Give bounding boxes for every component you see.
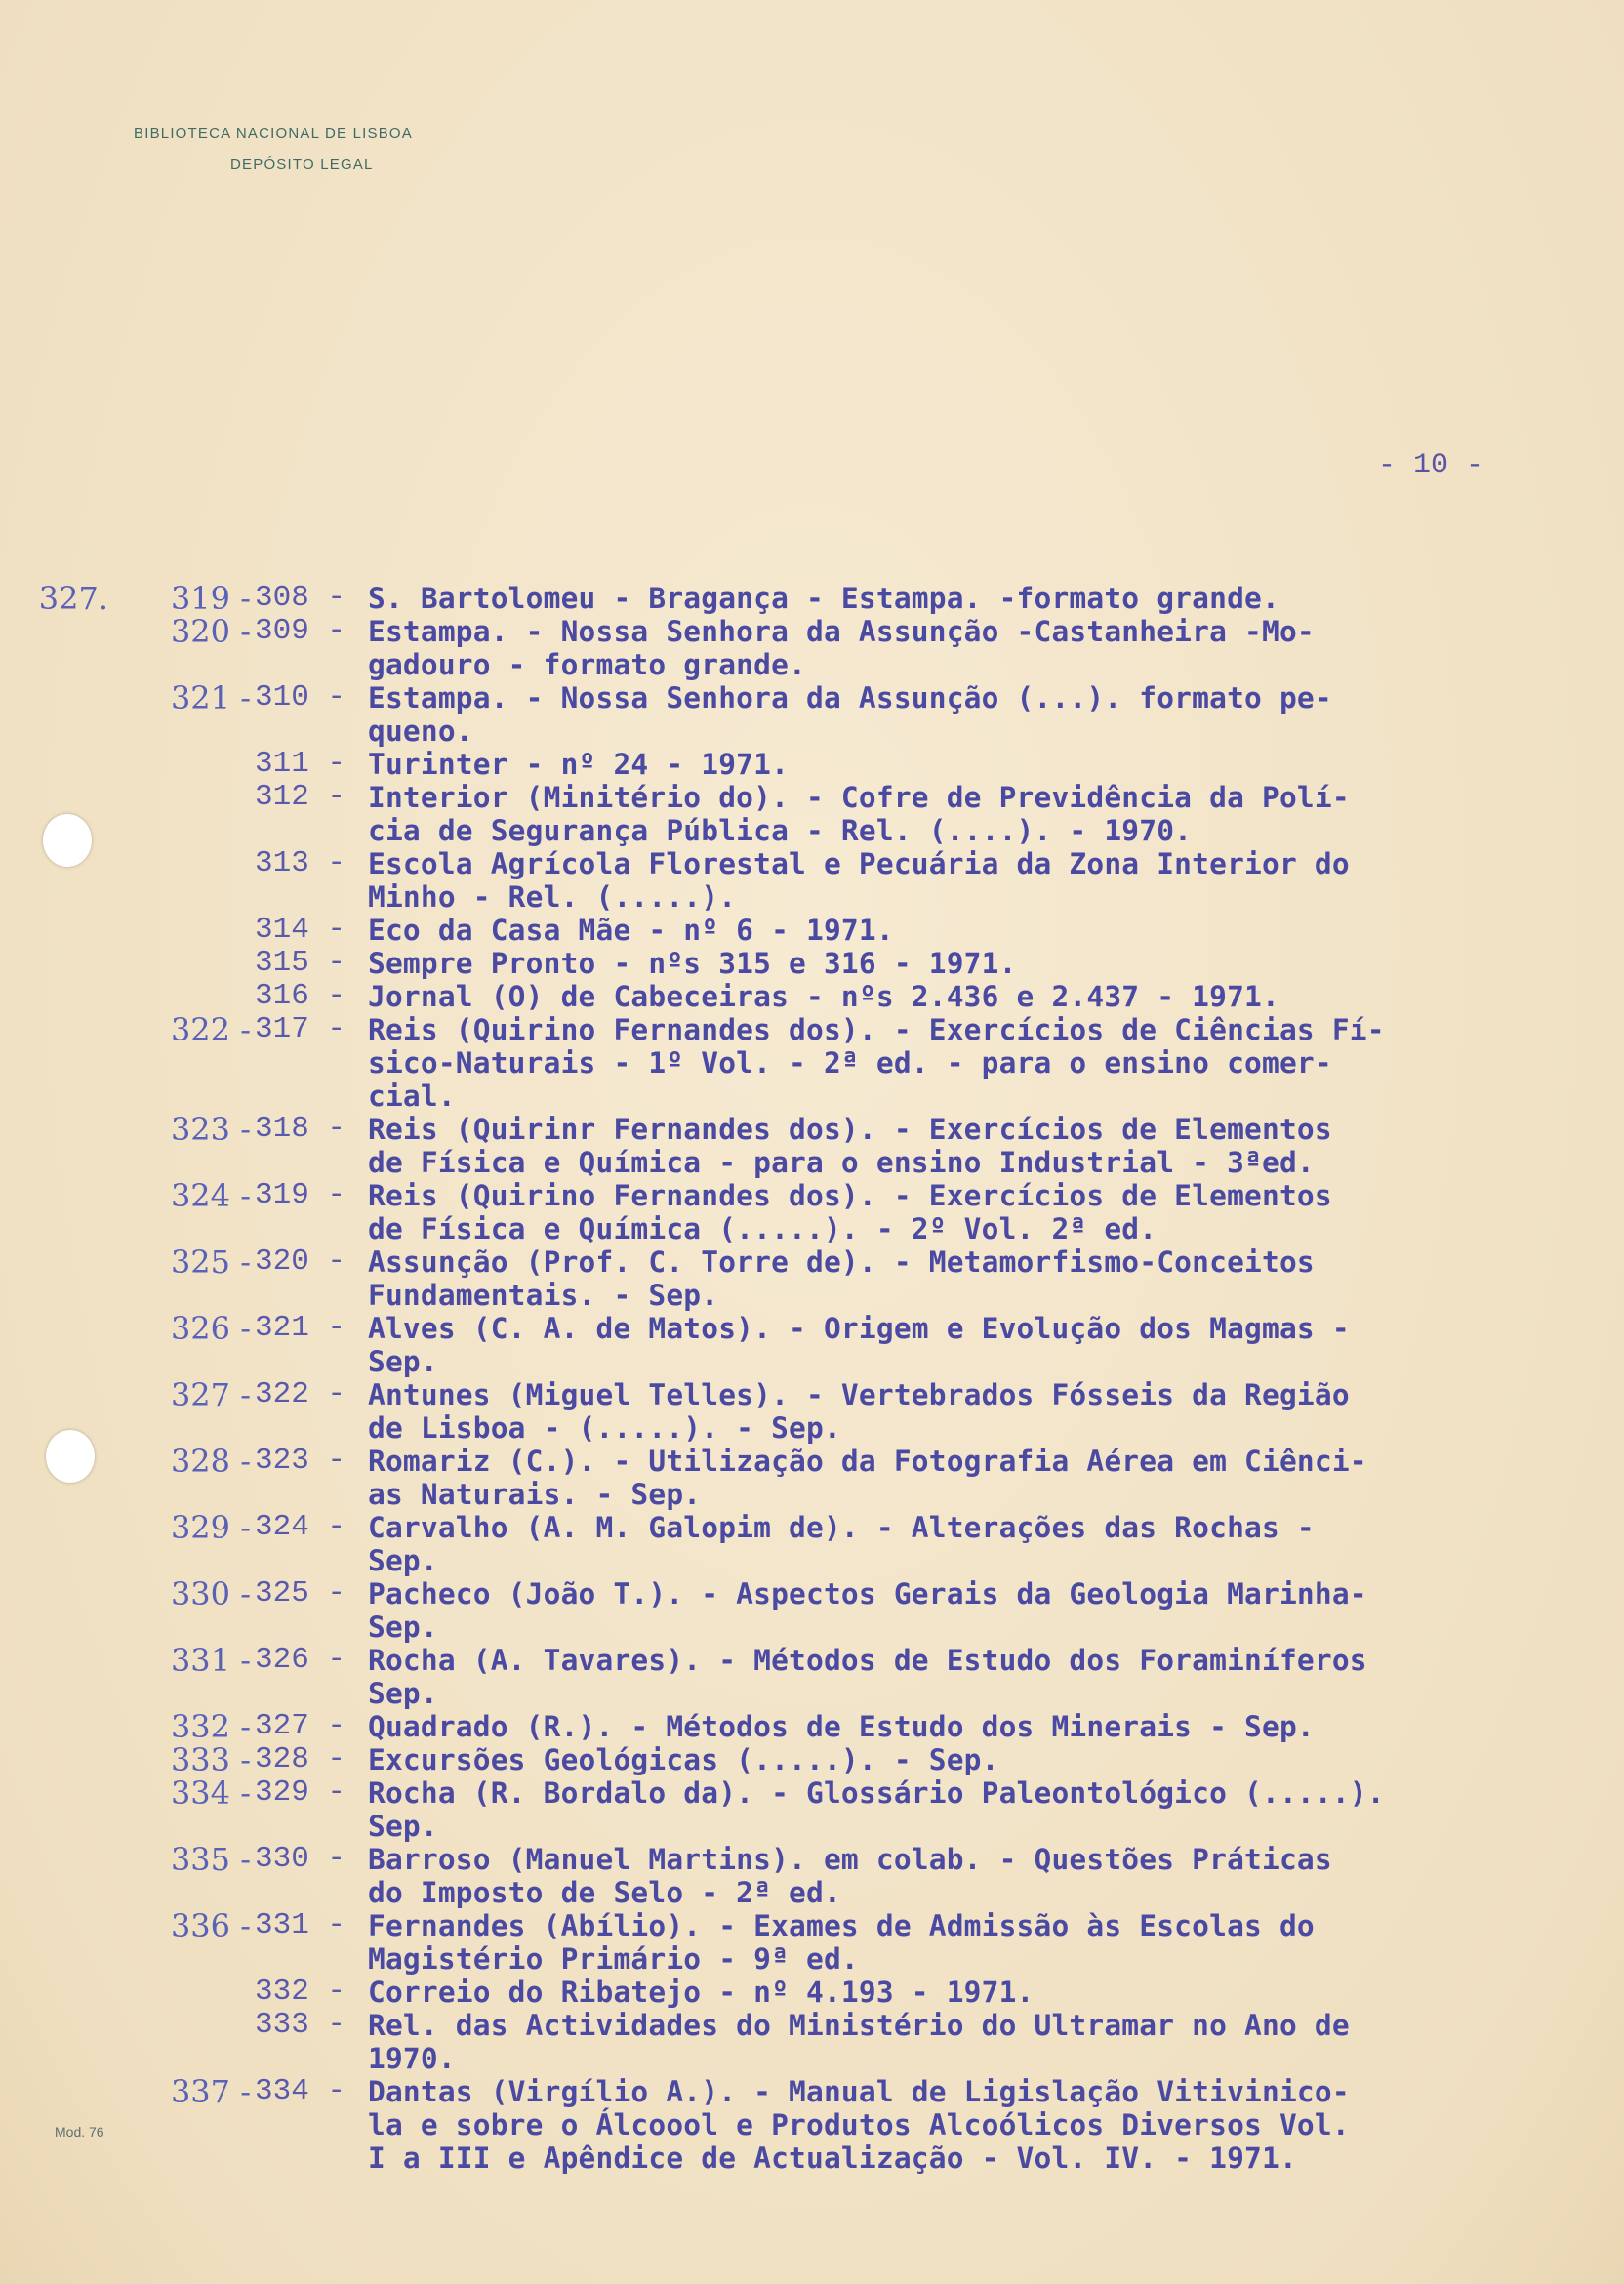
entry-line: Carvalho (A. M. Galopim de). - Alterações das Rochas - xyxy=(368,1511,1315,1544)
handwritten-number xyxy=(112,681,255,748)
entry-annotation xyxy=(0,615,112,681)
entry-number xyxy=(255,1976,368,2009)
entry-number xyxy=(255,1743,368,1776)
handwritten-number-value: 320 xyxy=(170,613,231,650)
dash-separator: - xyxy=(308,581,364,615)
dash-separator: - xyxy=(308,1377,364,1411)
handwritten-number-value: 335 xyxy=(170,1841,231,1878)
entry-line: de Física e Química - para o ensino Industrial - 3ªed. xyxy=(368,1146,1315,1179)
handwritten-number-value: 336 xyxy=(170,1907,231,1944)
handwritten-number-value: 328 xyxy=(170,1443,231,1480)
dash-separator: - xyxy=(230,1443,251,1480)
entry-line: Assunção (Prof. C. Torre de). - Metamorfismo-Conceitos xyxy=(368,1245,1315,1279)
page-number: - 10 - xyxy=(1378,449,1484,482)
handwritten-number xyxy=(112,615,255,681)
entry-row xyxy=(0,615,1624,681)
entry-text xyxy=(368,1976,1578,2009)
entry-text xyxy=(368,1378,1578,1445)
entry-line: la e sobre o Álcoool e Produtos Alcoólicos Diversos Vol. xyxy=(368,2108,1350,2141)
entry-annotation xyxy=(0,1644,112,1710)
handwritten-number xyxy=(112,1378,255,1445)
dash-separator: - xyxy=(308,1444,364,1478)
entry-text xyxy=(368,615,1578,681)
entry-number-value: 313 xyxy=(255,846,309,880)
handwritten-number xyxy=(112,781,255,847)
entry-text xyxy=(368,1113,1578,1179)
entry-line: Rocha (R. Bordalo da). - Glossário Paleontológico (.....). xyxy=(368,1776,1385,1810)
entry-annotation xyxy=(0,847,112,914)
handwritten-number-value: 334 xyxy=(170,1774,231,1812)
entry-annotation xyxy=(0,748,112,781)
entry-number xyxy=(255,781,368,847)
dash-separator: - xyxy=(230,1177,251,1214)
entry-row xyxy=(0,681,1624,748)
dash-separator: - xyxy=(308,614,364,648)
entry-row xyxy=(0,914,1624,947)
handwritten-number-value: 337 xyxy=(170,2073,231,2110)
entry-number xyxy=(255,1776,368,1843)
entry-line: Rel. das Actividades do Ministério do Ultramar no Ano de xyxy=(368,2009,1350,2042)
entry-text xyxy=(368,1245,1578,1312)
entry-line: Fernandes (Abílio). - Exames de Admissão às Escolas do xyxy=(368,1909,1315,1942)
entry-line: Sep. xyxy=(368,1345,438,1378)
entry-line: Reis (Quirino Fernandes dos). - Exercícios de Ciências Fí- xyxy=(368,1013,1385,1046)
entry-line: do Imposto de Selo - 2ª ed. xyxy=(368,1876,841,1909)
handwritten-number-value: 321 xyxy=(170,679,231,716)
entry-annotation xyxy=(0,1776,112,1843)
entry-number-value: 314 xyxy=(255,913,309,947)
entry-number xyxy=(255,980,368,1013)
entry-line: Interior (Minitério do). - Cofre de Previdência da Polí- xyxy=(368,781,1350,814)
entry-line: Sep. xyxy=(368,1677,438,1710)
entry-number-value: 309 xyxy=(255,614,309,648)
entry-number xyxy=(255,1245,368,1312)
entry-text xyxy=(368,1909,1578,1976)
handwritten-number xyxy=(112,1113,255,1179)
entry-annotation xyxy=(0,1511,112,1577)
entry-annotation xyxy=(0,681,112,748)
entry-line: Sep. xyxy=(368,1611,438,1644)
dash-separator: - xyxy=(230,679,251,716)
entry-annotation xyxy=(0,1909,112,1976)
dash-separator: - xyxy=(308,1311,364,1345)
entry-number-value: 315 xyxy=(255,946,309,980)
entry-line: Magistério Primário - 9ª ed. xyxy=(368,1942,859,1976)
library-stamp: BIBLIOTECA NACIONAL DE LISBOA xyxy=(134,125,413,142)
handwritten-number-value: 326 xyxy=(170,1310,231,1347)
dash-separator: - xyxy=(308,846,364,880)
entry-line: Alves (C. A. de Matos). - Origem e Evolução dos Magmas - xyxy=(368,1312,1350,1345)
entry-number xyxy=(255,1644,368,1710)
dash-separator: - xyxy=(308,946,364,980)
entry-text xyxy=(368,1179,1578,1245)
entry-row xyxy=(0,748,1624,781)
handwritten-number xyxy=(112,1710,255,1743)
dash-separator: - xyxy=(230,2073,251,2110)
entry-number-value: 322 xyxy=(255,1377,309,1411)
entry-number-value: 308 xyxy=(255,581,309,615)
dash-separator: - xyxy=(308,1178,364,1212)
form-code: Mod. 76 xyxy=(55,2124,104,2140)
handwritten-number xyxy=(112,1577,255,1644)
dash-separator: - xyxy=(308,913,364,947)
entry-number xyxy=(255,1179,368,1245)
entry-number-value: 328 xyxy=(255,1742,309,1776)
entry-text xyxy=(368,748,1578,781)
entry-line: Reis (Quirinr Fernandes dos). - Exercícios de Elementos xyxy=(368,1113,1332,1146)
entry-annotation xyxy=(0,781,112,847)
entry-number xyxy=(255,1511,368,1577)
dash-separator: - xyxy=(308,2008,364,2042)
dash-separator: - xyxy=(230,580,251,617)
entry-number xyxy=(255,1710,368,1743)
entry-row xyxy=(0,1312,1624,1378)
entry-row xyxy=(0,1179,1624,1245)
dash-separator: - xyxy=(230,1376,251,1413)
dash-separator: - xyxy=(230,613,251,650)
entry-annotation xyxy=(0,1577,112,1644)
entry-line: Antunes (Miguel Telles). - Vertebrados Fósseis da Região xyxy=(368,1378,1350,1411)
dash-separator: - xyxy=(308,1112,364,1146)
entry-number xyxy=(255,1909,368,1976)
entry-number xyxy=(255,1843,368,1909)
dash-separator: - xyxy=(308,680,364,714)
entry-line: Eco da Casa Mãe - nº 6 - 1971. xyxy=(368,914,894,947)
entry-row xyxy=(0,1445,1624,1511)
entry-annotation xyxy=(0,1843,112,1909)
dash-separator: - xyxy=(308,1742,364,1776)
dash-separator: - xyxy=(230,1244,251,1281)
entry-list xyxy=(0,582,1624,2175)
legal-deposit-stamp: DEPÓSITO LEGAL xyxy=(230,156,374,173)
dash-separator: - xyxy=(230,1509,251,1546)
entry-line: Sep. xyxy=(368,1810,438,1843)
entry-line: de Física e Química (.....). - 2º Vol. 2ª ed. xyxy=(368,1212,1157,1245)
entry-annotation xyxy=(0,1312,112,1378)
entry-line: 1970. xyxy=(368,2042,456,2075)
entry-text xyxy=(368,1511,1578,1577)
entry-row xyxy=(0,1378,1624,1445)
entry-line: Rocha (A. Tavares). - Métodos de Estudo dos Foraminíferos xyxy=(368,1644,1367,1677)
entry-line: Estampa. - Nossa Senhora da Assunção -Castanheira -Mo- xyxy=(368,615,1315,648)
dash-separator: - xyxy=(230,1111,251,1148)
entry-row xyxy=(0,1843,1624,1909)
handwritten-number-value: 332 xyxy=(170,1708,231,1745)
handwritten-number xyxy=(112,1013,255,1113)
entry-number-value: 318 xyxy=(255,1112,309,1146)
entry-text xyxy=(368,1743,1578,1776)
entry-row xyxy=(0,1644,1624,1710)
entry-annotation xyxy=(0,1013,112,1113)
entry-text xyxy=(368,1776,1578,1843)
handwritten-number xyxy=(112,1312,255,1378)
entry-text xyxy=(368,1577,1578,1644)
dash-separator: - xyxy=(308,979,364,1013)
entry-line: cia de Segurança Pública - Rel. (....). - 1970. xyxy=(368,814,1193,847)
handwritten-number xyxy=(112,914,255,947)
dash-separator: - xyxy=(308,1510,364,1544)
entry-number xyxy=(255,1378,368,1445)
entry-number xyxy=(255,2075,368,2175)
entry-row xyxy=(0,1577,1624,1644)
entry-number xyxy=(255,681,368,748)
handwritten-number xyxy=(112,1976,255,2009)
handwritten-number-value: 329 xyxy=(170,1509,231,1546)
entry-line: as Naturais. - Sep. xyxy=(368,1478,702,1511)
handwritten-number xyxy=(112,2009,255,2075)
entry-line: queno. xyxy=(368,714,473,748)
dash-separator: - xyxy=(230,1841,251,1878)
entry-number-value: 319 xyxy=(255,1178,309,1212)
entry-text xyxy=(368,2009,1578,2075)
entry-number-value: 311 xyxy=(255,747,309,781)
handwritten-number xyxy=(112,980,255,1013)
entry-number-value: 329 xyxy=(255,1775,309,1810)
entry-number xyxy=(255,1577,368,1644)
handwritten-number xyxy=(112,1776,255,1843)
entry-annotation: 327. xyxy=(38,580,108,617)
dash-separator: - xyxy=(230,1741,251,1778)
handwritten-number xyxy=(112,1511,255,1577)
entry-number-value: 325 xyxy=(255,1576,309,1611)
handwritten-number-value: 325 xyxy=(170,1244,231,1281)
entry-number xyxy=(255,615,368,681)
dash-separator: - xyxy=(308,2074,364,2108)
entry-number xyxy=(255,1013,368,1113)
entry-annotation xyxy=(0,947,112,980)
entry-line: Jornal (O) de Cabeceiras - nºs 2.436 e 2.437 - 1971. xyxy=(368,980,1279,1013)
dash-separator: - xyxy=(308,1576,364,1611)
entry-number-value: 312 xyxy=(255,780,309,814)
handwritten-number xyxy=(112,947,255,980)
entry-text xyxy=(368,781,1578,847)
handwritten-number-value: 322 xyxy=(170,1011,231,1048)
entry-row xyxy=(0,1511,1624,1577)
entry-row xyxy=(0,1113,1624,1179)
entry-row xyxy=(0,1245,1624,1312)
entry-line: Romariz (C.). - Utilização da Fotografia Aérea em Ciênci- xyxy=(368,1445,1367,1478)
entry-annotation xyxy=(0,2009,112,2075)
entry-annotation xyxy=(0,1179,112,1245)
handwritten-number-value: 333 xyxy=(170,1741,231,1778)
entry-number-value: 331 xyxy=(255,1908,309,1942)
handwritten-number xyxy=(112,1644,255,1710)
entry-number xyxy=(255,1312,368,1378)
entry-line: Pacheco (João T.). - Aspectos Gerais da Geologia Marinha- xyxy=(368,1577,1367,1611)
dash-separator: - xyxy=(308,1908,364,1942)
handwritten-number xyxy=(112,582,255,615)
entry-line: Barroso (Manuel Martins). em colab. - Questões Práticas xyxy=(368,1843,1332,1876)
entry-text xyxy=(368,1710,1578,1743)
entry-line: Turinter - nº 24 - 1971. xyxy=(368,748,790,781)
entry-line: Fundamentais. - Sep. xyxy=(368,1279,719,1312)
entry-line: Estampa. - Nossa Senhora da Assunção (...). formato pe- xyxy=(368,681,1332,714)
entry-annotation xyxy=(0,914,112,947)
entry-row xyxy=(0,781,1624,847)
dash-separator: - xyxy=(308,1709,364,1743)
entry-line: I a III e Apêndice de Actualização - Vol. IV. - 1971. xyxy=(368,2141,1297,2175)
handwritten-number-value: 330 xyxy=(170,1575,231,1612)
entry-line: gadouro - formato grande. xyxy=(368,648,807,681)
entry-text xyxy=(368,847,1578,914)
entry-annotation xyxy=(0,1743,112,1776)
entry-text xyxy=(368,681,1578,748)
entry-row xyxy=(0,980,1624,1013)
entry-number-value: 332 xyxy=(255,1975,309,2009)
entry-row xyxy=(0,1909,1624,1976)
dash-separator: - xyxy=(308,1244,364,1279)
entry-row xyxy=(0,1013,1624,1113)
dash-separator: - xyxy=(230,1708,251,1745)
entry-number-value: 323 xyxy=(255,1444,309,1478)
entry-number-value: 330 xyxy=(255,1842,309,1876)
handwritten-number xyxy=(112,1743,255,1776)
handwritten-number xyxy=(112,1843,255,1909)
entry-row xyxy=(0,1776,1624,1843)
entry-annotation xyxy=(0,1113,112,1179)
handwritten-number xyxy=(112,847,255,914)
entry-line: Dantas (Virgílio A.). - Manual de Ligislação Vitivinico- xyxy=(368,2075,1350,2108)
entry-number-value: 333 xyxy=(255,2008,309,2042)
entry-text xyxy=(368,2075,1578,2175)
entry-line: Escola Agrícola Florestal e Pecuária da Zona Interior do xyxy=(368,847,1350,880)
entry-text xyxy=(368,914,1578,947)
entry-number-value: 316 xyxy=(255,979,309,1013)
entry-number-value: 321 xyxy=(255,1311,309,1345)
dash-separator: - xyxy=(230,1310,251,1347)
dash-separator: - xyxy=(308,747,364,781)
entry-number-value: 317 xyxy=(255,1012,309,1046)
entry-text xyxy=(368,582,1578,615)
entry-line: Correio do Ribatejo - nº 4.193 - 1971. xyxy=(368,1976,1035,2009)
handwritten-number-value: 327 xyxy=(170,1376,231,1413)
entry-row xyxy=(0,1743,1624,1776)
entry-annotation xyxy=(0,1445,112,1511)
dash-separator: - xyxy=(308,780,364,814)
entry-row xyxy=(0,847,1624,914)
entry-number xyxy=(255,914,368,947)
entry-text xyxy=(368,1445,1578,1511)
entry-line: Reis (Quirino Fernandes dos). - Exercícios de Elementos xyxy=(368,1179,1332,1212)
entry-line: S. Bartolomeu - Bragança - Estampa. -formato grande. xyxy=(368,582,1279,615)
entry-row xyxy=(0,947,1624,980)
dash-separator: - xyxy=(308,1975,364,2009)
entry-row xyxy=(0,1710,1624,1743)
entry-line: Excursões Geológicas (.....). - Sep. xyxy=(368,1743,999,1776)
entry-text xyxy=(368,1843,1578,1909)
entry-row xyxy=(0,2075,1624,2175)
entry-number-value: 320 xyxy=(255,1244,309,1279)
handwritten-number xyxy=(112,2075,255,2175)
entry-number-value: 327 xyxy=(255,1709,309,1743)
entry-line: cial. xyxy=(368,1080,456,1113)
entry-line: de Lisboa - (.....). - Sep. xyxy=(368,1411,841,1445)
entry-annotation xyxy=(0,1976,112,2009)
entry-annotation xyxy=(0,1710,112,1743)
handwritten-number xyxy=(112,1445,255,1511)
handwritten-number xyxy=(112,1179,255,1245)
entry-number-value: 324 xyxy=(255,1510,309,1544)
dash-separator: - xyxy=(308,1643,364,1677)
entry-annotation xyxy=(0,980,112,1013)
entry-row xyxy=(0,582,1624,615)
dash-separator: - xyxy=(230,1907,251,1944)
entry-number-value: 334 xyxy=(255,2074,309,2108)
dash-separator: - xyxy=(230,1774,251,1812)
entry-line: Quadrado (R.). - Métodos de Estudo dos Minerais - Sep. xyxy=(368,1710,1315,1743)
handwritten-number xyxy=(112,1245,255,1312)
entry-number xyxy=(255,1113,368,1179)
entry-line: Minho - Rel. (.....). xyxy=(368,880,737,914)
entry-number xyxy=(255,582,368,615)
entry-text xyxy=(368,1013,1578,1113)
entry-text xyxy=(368,980,1578,1013)
entry-line: sico-Naturais - 1º Vol. - 2ª ed. - para o ensino comer- xyxy=(368,1046,1332,1080)
handwritten-number-value: 323 xyxy=(170,1111,231,1148)
entry-number xyxy=(255,2009,368,2075)
entry-text xyxy=(368,1644,1578,1710)
handwritten-number-value: 324 xyxy=(170,1177,231,1214)
dash-separator: - xyxy=(308,1842,364,1876)
dash-separator: - xyxy=(230,1575,251,1612)
entry-number xyxy=(255,748,368,781)
entry-number-value: 326 xyxy=(255,1643,309,1677)
entry-text xyxy=(368,1312,1578,1378)
handwritten-number-value: 319 xyxy=(170,580,231,617)
entry-line: Sempre Pronto - nºs 315 e 316 - 1971. xyxy=(368,947,1017,980)
dash-separator: - xyxy=(230,1011,251,1048)
entry-text xyxy=(368,947,1578,980)
entry-row xyxy=(0,1976,1624,2009)
entry-annotation xyxy=(0,1245,112,1312)
dash-separator: - xyxy=(308,1012,364,1046)
entry-number-value: 310 xyxy=(255,680,309,714)
dash-separator: - xyxy=(308,1775,364,1810)
entry-annotation xyxy=(0,1378,112,1445)
entry-number xyxy=(255,847,368,914)
entry-number xyxy=(255,1445,368,1511)
handwritten-number xyxy=(112,1909,255,1976)
handwritten-number-value: 331 xyxy=(170,1642,231,1679)
entry-line: Sep. xyxy=(368,1544,438,1577)
dash-separator: - xyxy=(230,1642,251,1679)
entry-number xyxy=(255,947,368,980)
handwritten-number xyxy=(112,748,255,781)
entry-row xyxy=(0,2009,1624,2075)
